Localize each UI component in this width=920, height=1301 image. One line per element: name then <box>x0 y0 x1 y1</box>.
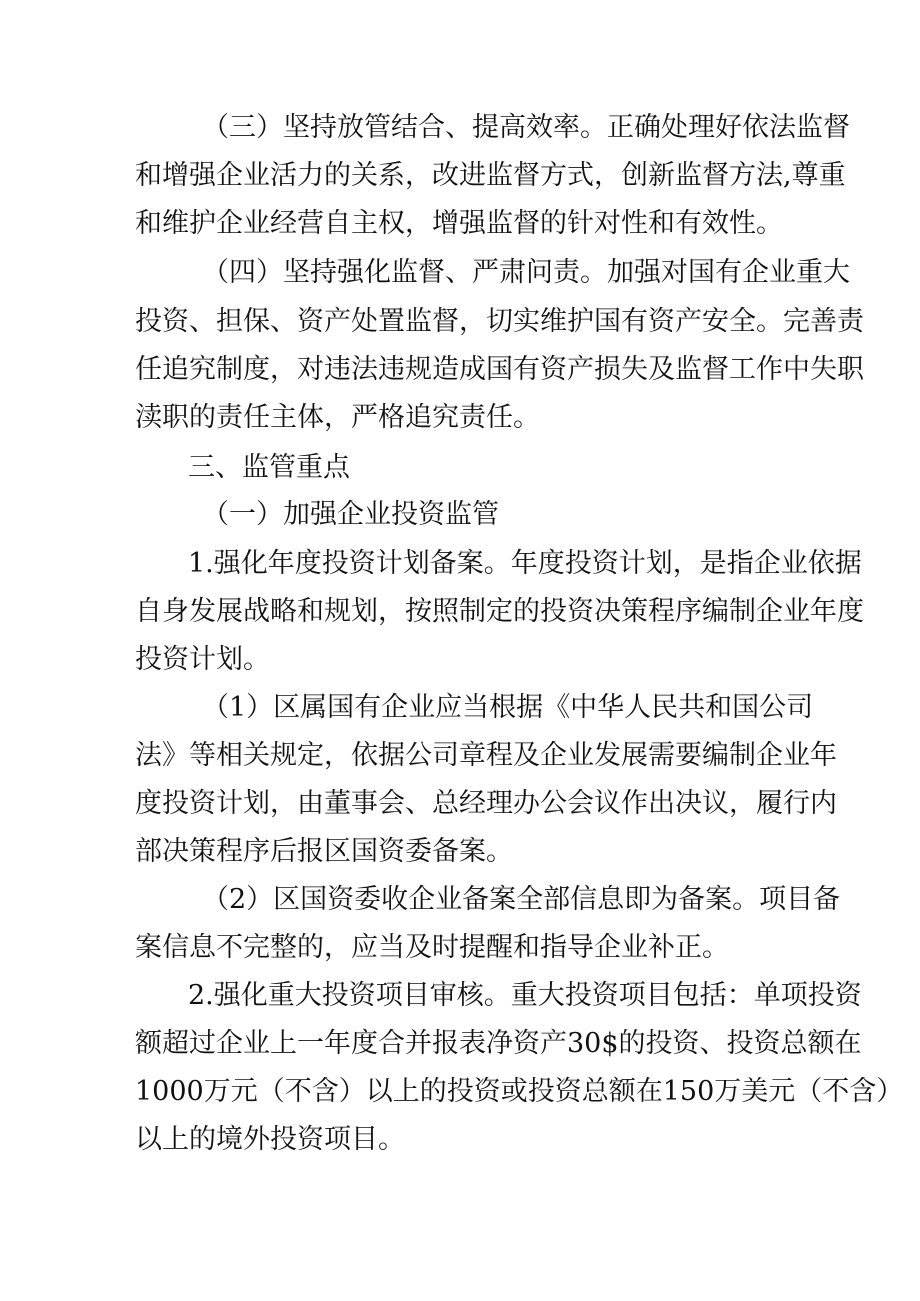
text-line: 以上的境外投资项目。 <box>135 1124 405 1155</box>
section-heading: 三、监管重点 <box>188 452 350 483</box>
text-line: （四）坚持强化监督、严肃问责。加强对国有企业重大 <box>202 257 850 288</box>
text-line: 投资、担保、资产处置监督，切实维护国有资产安全。完善责 <box>135 306 864 337</box>
text-line: （1）区属国有企业应当根据《中华人民共和国公司 <box>202 692 814 723</box>
text-line: 任追究制度，对违法违规造成国有资产损失及监督工作中失职 <box>135 354 864 385</box>
text-line: 案信息不完整的，应当及时提醒和指导企业补正。 <box>135 932 729 963</box>
text-line: 部决策程序后报区国资委备案。 <box>135 836 513 867</box>
text-line: 和增强企业活力的关系，改进监督方式，创新监督方法,尊重 <box>135 160 846 191</box>
text-line: 2.强化重大投资项目审核。重大投资项目包括：单项投资 <box>188 980 862 1011</box>
text-line: （三）坚持放管结合、提高效率。正确处理好依法监督 <box>202 112 850 143</box>
text-line: 自身发展战略和规划，按照制定的投资决策程序编制企业年度 <box>135 596 864 627</box>
text-line: 渎职的责任主体，严格追究责任。 <box>135 402 540 433</box>
text-line: 额超过企业上一年度合并报表净资产30$的投资、投资总额在 <box>135 1028 862 1059</box>
text-line: 法》等相关规定，依据公司章程及企业发展需要编制企业年 <box>135 740 837 771</box>
text-line: 1000万元（不含）以上的投资或投资总额在150万美元（不含） <box>135 1076 904 1107</box>
text-line: 投资计划。 <box>135 644 270 675</box>
text-line: 度投资计划，由董事会、总经理办公会议作出决议，履行内 <box>135 788 837 819</box>
text-line: 1.强化年度投资计划备案。年度投资计划，是指企业依据 <box>188 548 862 579</box>
text-line: （2）区国资委收企业备案全部信息即为备案。项目备 <box>202 884 841 915</box>
subsection-heading: （一）加强企业投资监管 <box>202 499 499 530</box>
text-line: 和维护企业经营自主权，增强监督的针对性和有效性。 <box>135 208 783 239</box>
